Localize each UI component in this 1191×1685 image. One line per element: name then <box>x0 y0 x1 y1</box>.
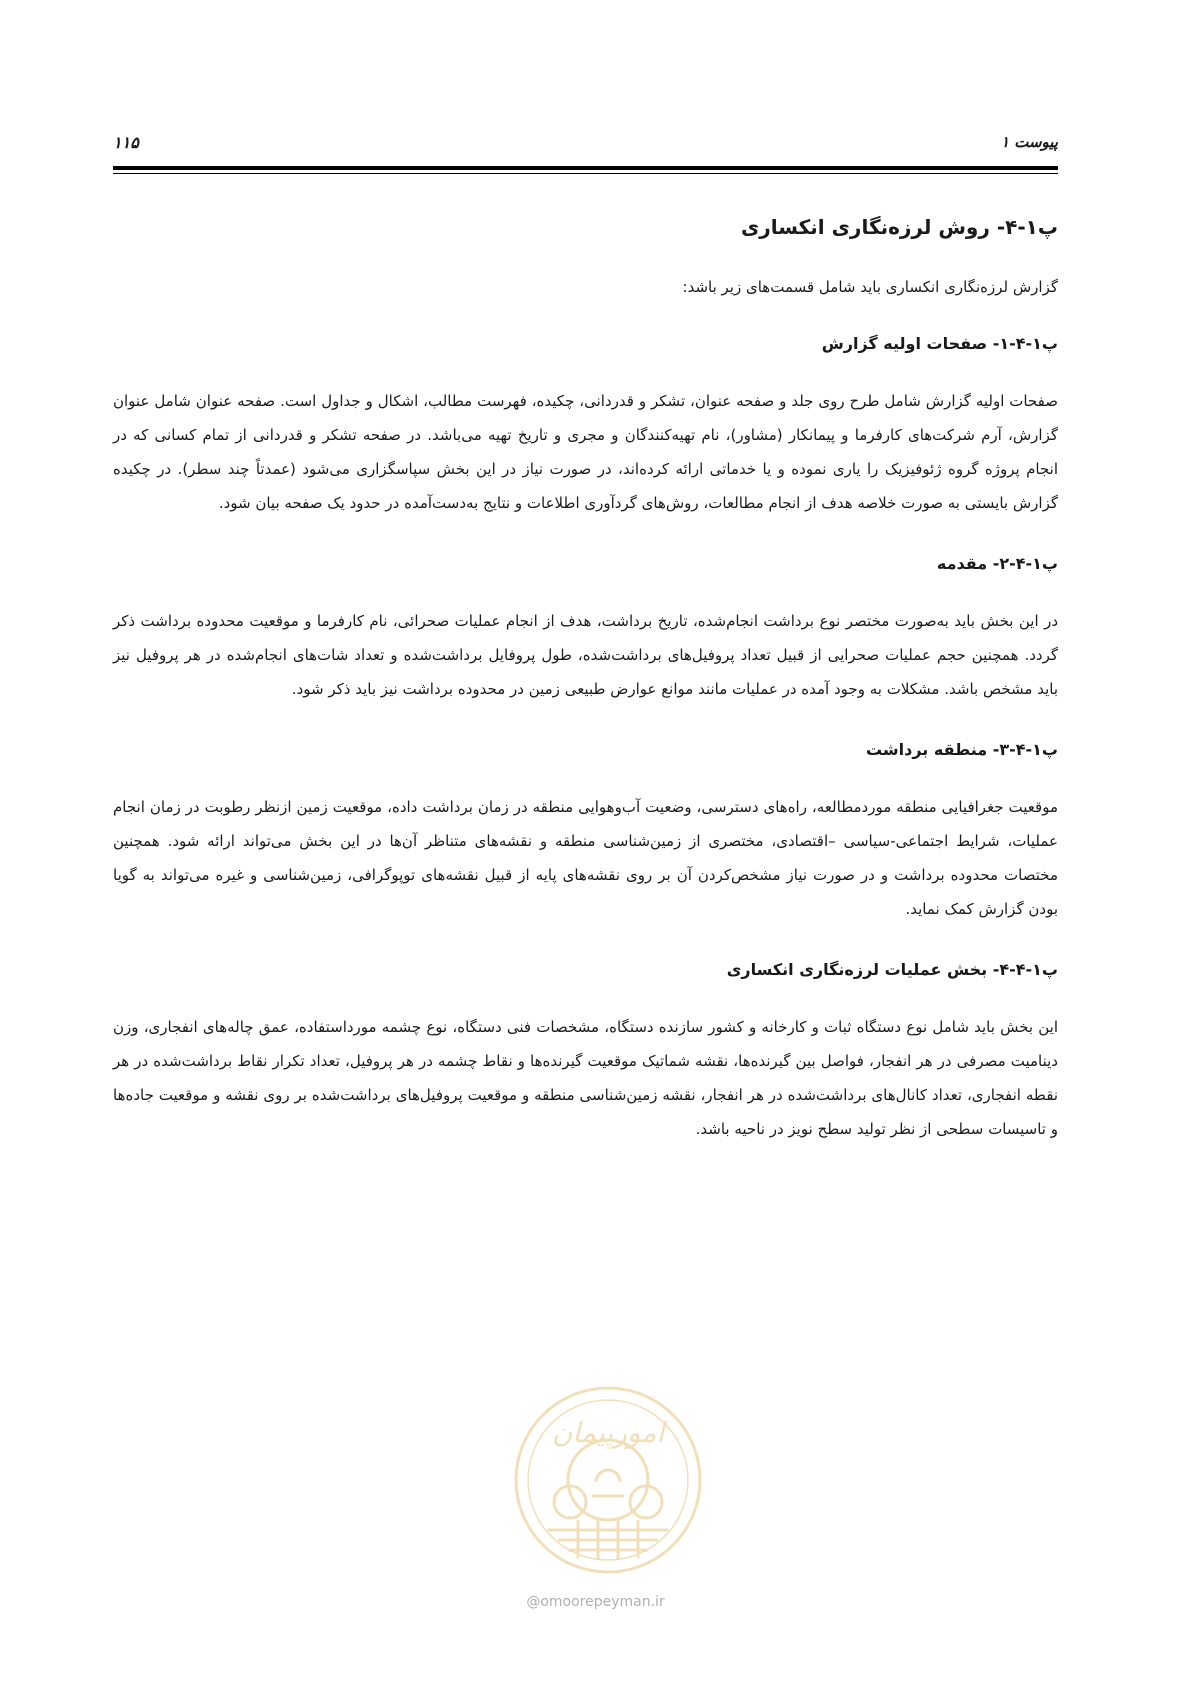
subsection-body-1: صفحات اولیه گزارش شامل طرح روی جلد و صفحه عنوان، تشکر و قدردانی، چکیده، فهرست مطالب، اشکال و جداول است. صفحه عنوان شامل عنوان گزارش، آرم شرکت‌های کارفرما و پیمانکار (مشاور)، نام تهیه‌کنندگان و مجری و تاریخ تهیه می‌باشد. در صفحه تشکر و قدردانی از تمام کسانی که در انجام پروژه گروه ژئوفیزیک را یاری نموده و یا خدماتی ارائه کرده‌اند، در صورت نیاز در این بخش سپاسگزاری می‌شود (عمدتاً چند سطر). در چکیده گزارش بایستی به صورت خلاصه هدف از انجام مطالعات، روش‌های گردآوری اطلاعات و نتایج به‌دست‌آمده در حدود یک صفحه بیان شود. <box>113 392 1058 512</box>
subsection-heading-4: پ۱-۴-۴- بخش عملیات لرزه‌نگاری انکساری <box>726 960 1058 979</box>
subsection-body-3: موقعیت جغرافیایی منطقه موردمطالعه، راه‌های دسترسی، وضعیت آب‌وهوایی منطقه در زمان برداشت داده، موقعیت زمین ازنظر رطوبت در زمان انجام عملیات، شرایط اجتماعی-سیاسی –اقتصادی، مختصری از زمین‌شناسی منطقه و نقشه‌های متناظر آن‌ها در این بخش می‌تواند ارائه شود. همچنین مختصات محدوده برداشت و در صورت نیاز مشخص‌کردن آن بر روی نقشه‌های پایه از قبیل نقشه‌های توپوگرافی، زمین‌شناسی و غیره می‌تواند به گویا بودن گزارش کمک نماید. <box>113 798 1058 918</box>
subsection-heading-3: پ۱-۴-۳- منطقه برداشت <box>865 740 1058 759</box>
subsection-body-4: این بخش باید شامل نوع دستگاه ثبات و کارخانه و کشور سازنده دستگاه، مشخصات فنی دستگاه، نوع چشمه مورداستفاده، عمق چاله‌های انفجاری، وزن دینامیت مصرفی در هر انفجار، فواصل بین گیرنده‌ها، نقشه شماتیک موقعیت گیرنده‌ها و نقاط چشمه در هر پروفیل، تعداد تکرار نقاط برداشت‌شده در هر نقطه انفجاری، تعداد کانال‌های برداشت‌شده در هر انفجار، نقشه زمین‌شناسی منطقه و موقعیت پروفیل‌های برداشت‌شده بر روی نقشه و موقعیت جاده‌ها و تاسیسات سطحی از نظر تولید سطح نویز در ناحیه باشد. <box>113 1018 1058 1138</box>
page-number: ۱۱۵ <box>113 133 139 152</box>
section-title: پ۱-۴- روش لرزه‌نگاری انکساری <box>740 215 1058 239</box>
subsection-heading-1: پ۱-۴-۱- صفحات اولیه گزارش <box>821 334 1058 353</box>
watermark-url: @omoorepeyman.ir <box>526 1594 665 1610</box>
section-label: پیوست ۱ <box>1000 133 1058 151</box>
header-rule-thick <box>113 166 1058 170</box>
subsection-heading-2: پ۱-۴-۲- مقدمه <box>936 554 1058 573</box>
watermark-logo-icon <box>508 1380 708 1580</box>
header-rule-thin <box>113 173 1058 174</box>
main-content <box>113 212 1058 1176</box>
page-header <box>113 133 1058 159</box>
subsection-body-2: در این بخش باید به‌صورت مختصر نوع برداشت انجام‌شده، تاریخ برداشت، هدف از انجام عملیات صحرائی، نام کارفرما و موقعیت محدوده برداشت ذکر گردد. همچنین حجم عملیات صحرایی از قبیل تعداد پروفیل‌های برداشت‌شده، طول پروفایل برداشت‌شده و تعداد شات‌های انجام‌شده در هر پروفیل نیز باید مشخص باشد. مشکلات به وجود آمده در عملیات مانند موانع عوارض طبیعی زمین در محدوده برداشت نیز باید ذکر شود. <box>113 612 1058 698</box>
intro-text: گزارش لرزه‌نگاری انکساری باید شامل قسمت‌های زیر باشد: <box>682 278 1058 296</box>
watermark-logo-text: امورپیمان <box>551 1416 665 1449</box>
